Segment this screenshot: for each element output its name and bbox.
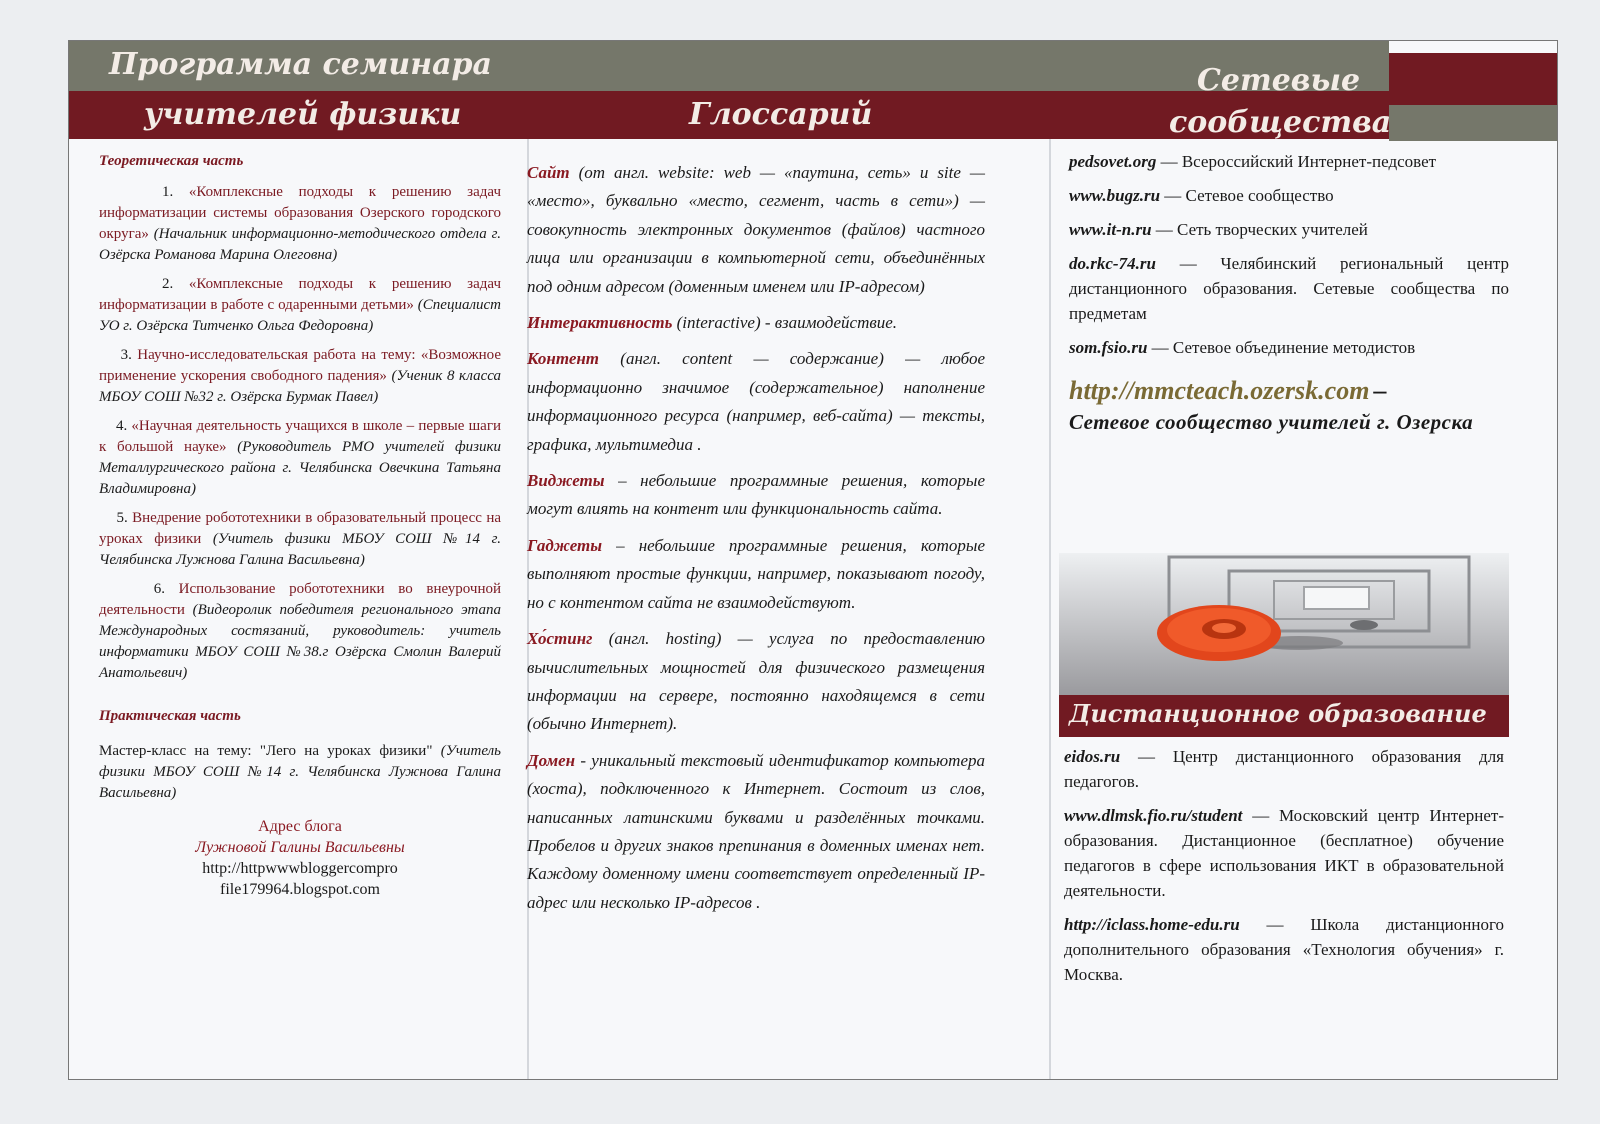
community-entry: do.rkc-74.ru — Челябинский региональный центр дистанционного образования. Сетевые сообщества по предметам [1069,254,1510,323]
distance-link[interactable]: eidos.ru [1064,747,1121,766]
theory-heading: Теоретическая часть [99,153,244,169]
glossary-entry: Интерактивность (interactive) - взаимодействие. [527,313,898,333]
program-item: 2. «Комплексные подходы к решению задач информатизации в работе с одаренными детьми» (Специалист УО г. Озёрска Титченко Ольга Федоровна) [99,276,501,334]
glossary-entry: Сайт (от англ. website: web — «паутина, сеть» и site — «место», буквально «место, сегмент, часть в сети») — совокупность электронных документов (файлов) частного лица или организации в компьютерной сети, объединённых под одним адресом (доменным именем или IP-адресом) [527,163,985,296]
community-link[interactable]: som.fsio.ru [1069,338,1148,357]
blog-label: Адрес блога [258,818,342,835]
networks-title-line2: сообщества [1169,105,1392,140]
at-sign-illustration [1059,553,1509,695]
glossary-column [527,159,985,925]
glossary-entry: Виджеты – небольшие программные решения, которые могут влиять на контент или функциональность сайта. [527,471,985,519]
program-title-line1: Программа семинара [109,47,492,82]
glossary-title: Глоссарий [689,97,873,132]
program-item: 6. Использование робототехники во внеурочной деятельности (Видеоролик победителя регионального этапа Международных состязаний, руководитель: учитель информатики МБОУ СОШ №38.г Озёрска Смолин Валерий Анатольевич) [99,581,502,681]
glossary-entry: Гаджеты – небольшие программные решения, которые выполняют простые функции, например, показывают погоду, но с контентом сайта не взаимодействуют. [527,535,985,612]
networks-title-line1: Сетевые [1197,63,1361,98]
brochure-sheet [68,40,1558,1080]
featured-text: Сетевое сообщество учителей г. Озерска [1069,410,1474,434]
community-entry: www.it-n.ru — Сеть творческих учителей [1069,220,1368,239]
featured-community [1069,374,1509,436]
networks-column [1069,149,1509,436]
practice-item: Мастер-класс на тему: "Лего на уроках физики" (Учитель физики МБОУ СОШ №14 г. Челябинска Лужнова Галина Васильевна) [99,743,502,801]
program-column [99,151,501,900]
featured-url[interactable]: http://mmcteach.ozersk.com [1069,376,1370,405]
program-item: 1. «Комплексные подходы к решению задач информатизации системы образования Озерского городского округа» (Начальник информационно-методического отдела г. Озёрска Романова Марина Олеговна) [99,184,501,263]
community-entry: som.fsio.ru — Сетевое объединение методистов [1069,338,1416,357]
glossary-entry: Домен - уникальный текстовый идентификатор компьютера (хоста), подключенного к Интернет. Состоит из слов, написанных латинскими буквами и разделённых точками. Пробелов и других знаков препинания в доменных именах нет. Каждому доменному имени соответствует определенный IP-адрес или несколько IP-адресов . [527,750,985,912]
community-link[interactable]: do.rkc-74.ru [1069,254,1156,273]
header-corner-maroon [1389,53,1557,105]
header-corner-gray [1389,105,1557,141]
fold-line-right [1049,41,1051,1079]
practice-heading: Практическая часть [99,708,241,724]
blog-url-line2[interactable]: file179964.blogspot.com [220,881,380,898]
distance-link[interactable]: http://iclass.home-edu.ru [1064,915,1240,934]
blog-owner: Лужновой Галины Васильевны [195,839,405,856]
email-at-photo [1059,553,1509,695]
community-entry: pedsovet.org — Всероссийский Интернет-педсовет [1069,152,1437,171]
distance-link[interactable]: www.dlmsk.fio.ru/student [1064,806,1243,825]
blog-block [99,816,501,900]
program-item: 5. Внедрение робототехники в образовательный процесс на уроках физики (Учитель физики МБОУ СОШ №14 г. Челябинска Лужнова Галина Васильевна) [99,510,502,568]
distance-education-title: Дистанционное образование [1069,699,1487,728]
community-link[interactable]: www.it-n.ru [1069,220,1152,239]
glossary-entry: Хо́стинг (англ. hosting) — услуга по предоставлению вычислительных мощностей для физического размещения информации на сервере, постоянно находящемся в сети (обычно Интернет). [527,629,985,734]
program-title-line2: учителей физики [144,97,462,132]
community-entry: www.bugz.ru — Сетевое сообщество [1069,186,1334,205]
program-item: 3. Научно-исследовательская работа на тему: «Возможное применение ускорения свободного падения» (Ученик 8 класса МБОУ СОШ №32 г. Озёрска Бурмак Павел) [99,347,501,405]
featured-dash: – [1373,376,1387,405]
distance-list [1064,744,1504,996]
glossary-entry: Контент (англ. content — содержание) — любое информационно значимое (содержательное) наполнение информационного ресурса (например, веб-сайта) — тексты, графика, мультимедиа . [527,349,986,454]
program-item: 4. «Научная деятельность учащихся в школе – первые шаги к большой науке» (Руководитель РМО учителей физики Металлургического района г. Челябинска Овечкина Татьяна Владимировна) [99,418,502,497]
blog-url-line1[interactable]: http://httpwwwbloggercompro [202,860,398,877]
distance-entry: eidos.ru — Центр дистанционного образования для педагогов. [1064,747,1505,791]
community-link[interactable]: www.bugz.ru [1069,186,1161,205]
community-link[interactable]: pedsovet.org [1069,152,1157,171]
distance-entry: www.dlmsk.fio.ru/student — Московский центр Интернет-образования. Дистанционное (бесплатное) обучение педагогов в сфере использования ИКТ в образовательной деятельности. [1064,806,1505,900]
distance-entry: http://iclass.home-edu.ru — Школа дистанционного дополнительного образования «Технология обучения» г. Москва. [1064,915,1504,984]
